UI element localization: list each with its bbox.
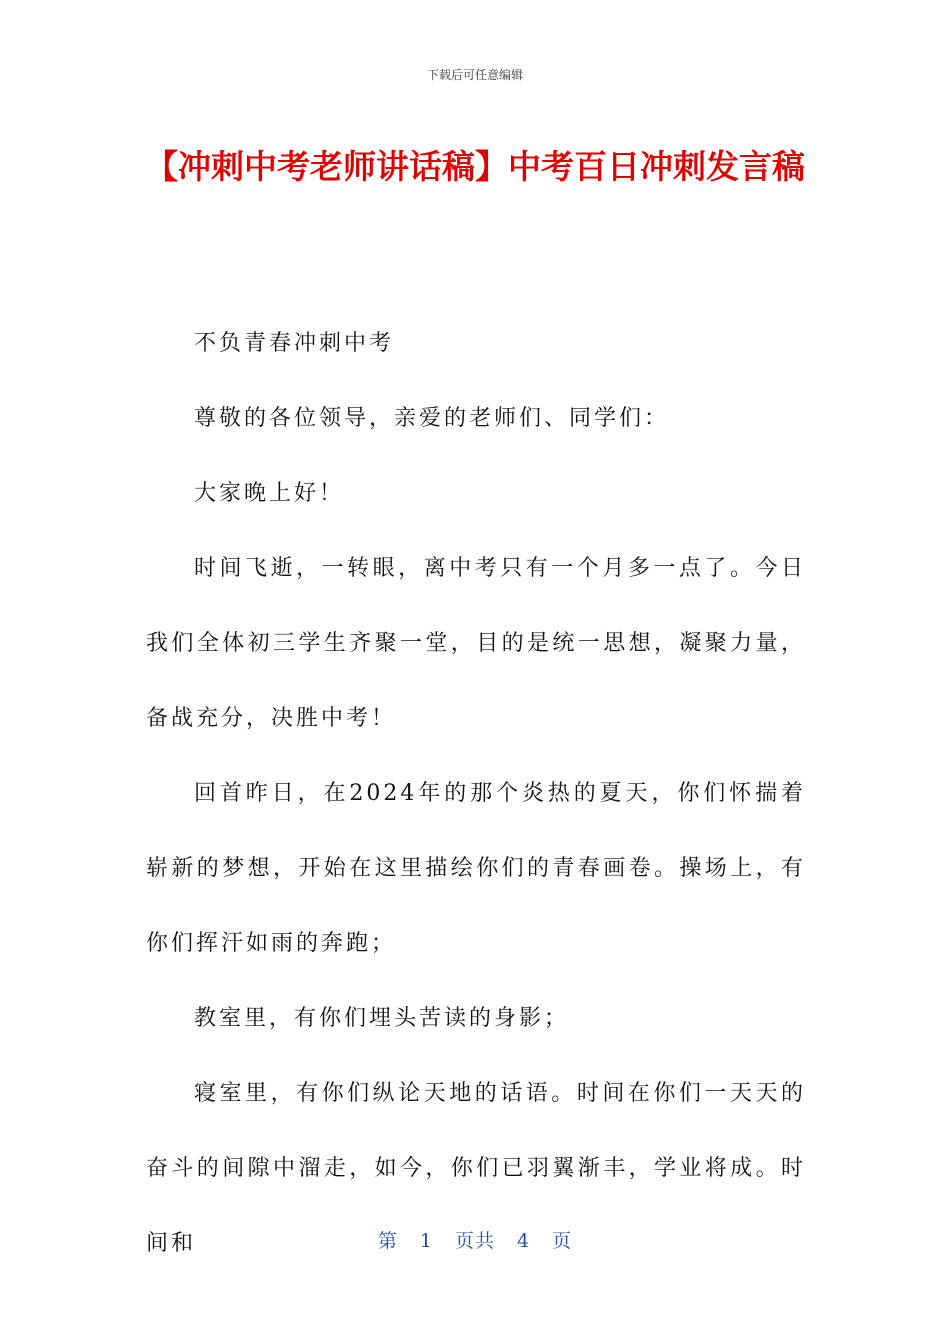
footer-label-ye: 页 — [552, 1230, 573, 1252]
document-title: 【冲刺中考老师讲话稿】中考百日冲刺发言稿 — [145, 147, 805, 186]
header-note: 下载后可任意编辑 — [426, 68, 523, 82]
paragraph-body-2: 回首昨日，在2024年的那个炎热的夏天，你们怀揣着崭新的梦想，开始在这里描绘你们的青春画卷。操场上，有你们挥汗如雨的奔跑； — [146, 781, 806, 956]
footer-label-ye-gong: 页共 — [454, 1230, 495, 1252]
footer-label-di: 第 — [377, 1230, 398, 1252]
page-footer — [0, 1226, 950, 1253]
footer-total-pages: 4 — [517, 1230, 531, 1252]
paragraph-body-3: 教室里，有你们埋头苦读的身影； — [194, 1006, 570, 1031]
paragraph-subtitle: 不负青春冲刺中考 — [194, 331, 395, 356]
paragraph-body-1: 时间飞逝，一转眼，离中考只有一个月多一点了。今日我们全体初三学生齐聚一堂，目的是统一思想，凝聚力量，备战充分，决胜中考！ — [146, 556, 806, 731]
paragraph-greeting: 大家晚上好！ — [194, 481, 345, 506]
paragraph-salutation: 尊敬的各位领导，亲爱的老师们、同学们： — [194, 406, 670, 431]
footer-current-page: 1 — [419, 1230, 433, 1252]
paragraph-body-4: 寝室里，有你们纵论天地的话语。时间在你们一天天的奋斗的间隙中溜走，如今，你们已羽翼渐丰，学业将成。时间和 — [146, 1081, 806, 1256]
